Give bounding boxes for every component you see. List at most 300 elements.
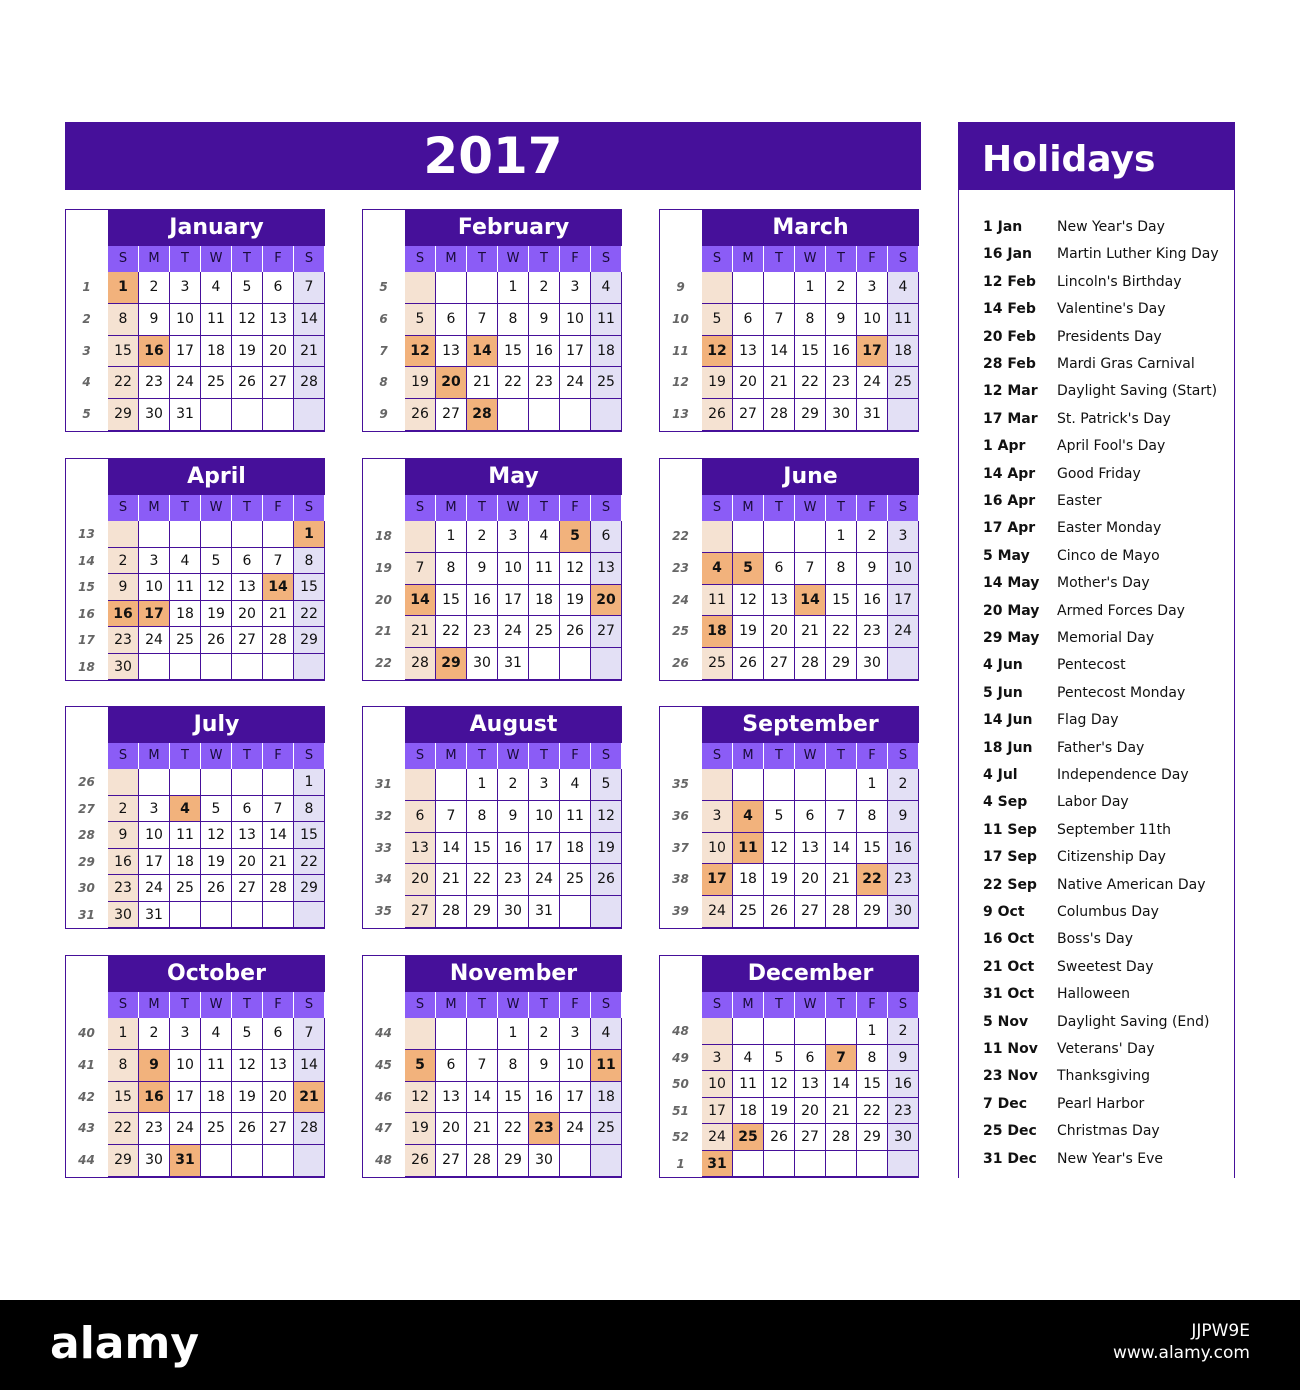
- day-cell: 10: [888, 553, 919, 585]
- holiday-day-cell: 25: [733, 1124, 764, 1151]
- day-cell: 15: [436, 585, 467, 617]
- day-cell: 27: [436, 1145, 467, 1177]
- holiday-item: [983, 601, 1185, 621]
- day-cell: 18: [733, 864, 764, 896]
- day-cell: 13: [436, 336, 467, 368]
- calendar-cell: [294, 654, 325, 681]
- calendar-cell: [591, 399, 622, 431]
- day-cell: 24: [170, 1113, 201, 1145]
- holiday-day-cell: 5: [733, 553, 764, 585]
- holiday-name: Easter: [1057, 493, 1102, 509]
- day-cell: 8: [498, 1050, 529, 1082]
- day-cell: 7: [263, 796, 294, 823]
- day-cell: 7: [795, 553, 826, 585]
- day-cell: 16: [108, 849, 139, 876]
- day-cell: 5: [232, 1018, 263, 1050]
- calendar-cell: [139, 769, 170, 796]
- calendar-cell: [139, 654, 170, 681]
- holiday-date: 17 Mar: [983, 410, 1038, 427]
- holiday-name: Native American Day: [1057, 876, 1206, 893]
- weekday-header: T: [764, 743, 795, 769]
- day-cell: 9: [888, 1045, 919, 1072]
- weekday-header: F: [263, 743, 294, 769]
- holiday-name: Good Friday: [1057, 465, 1141, 482]
- holiday-name: Mardi Gras Carnival: [1057, 356, 1195, 372]
- day-cell: 29: [108, 399, 139, 431]
- weekday-header: F: [560, 992, 591, 1018]
- day-cell: 13: [232, 574, 263, 601]
- holiday-name: Presidents Day: [1057, 328, 1162, 345]
- holiday-day-cell: 31: [702, 1151, 733, 1178]
- week-number: 3: [82, 343, 91, 358]
- weekday-header: S: [405, 495, 436, 521]
- calendar-cell: [232, 902, 263, 929]
- day-cell: 28: [263, 875, 294, 902]
- holiday-item: [983, 738, 1144, 758]
- day-cell: 19: [764, 864, 795, 896]
- day-cell: 5: [764, 1045, 795, 1072]
- holiday-name: Easter Monday: [1057, 520, 1162, 537]
- holiday-day-cell: 28: [467, 399, 498, 431]
- day-cell: 29: [467, 896, 498, 928]
- day-cell: 4: [529, 521, 560, 553]
- day-cell: 27: [436, 399, 467, 431]
- holiday-name: Daylight Saving (End): [1057, 1013, 1210, 1030]
- week-number: 51: [672, 1103, 689, 1118]
- holiday-name: Valentine's Day: [1057, 301, 1166, 318]
- day-cell: 28: [294, 367, 325, 399]
- day-cell: 27: [405, 896, 436, 928]
- day-cell: 10: [857, 304, 888, 336]
- holidays-panel: [958, 122, 1235, 1178]
- month-july: [65, 706, 325, 929]
- calendar-cell: [108, 769, 139, 796]
- day-cell: 10: [498, 553, 529, 585]
- day-cell: 23: [857, 616, 888, 648]
- day-cell: 13: [733, 336, 764, 368]
- day-cell: 6: [232, 796, 263, 823]
- calendar-cell: [201, 1145, 232, 1177]
- holiday-day-cell: 16: [139, 336, 170, 368]
- day-cell: 9: [139, 304, 170, 336]
- day-cell: 30: [108, 654, 139, 681]
- calendar-cell: [560, 896, 591, 928]
- holiday-date: 5 Jun: [983, 684, 1023, 701]
- day-cell: 11: [170, 822, 201, 849]
- week-number: 13: [78, 527, 95, 541]
- day-cell: 6: [795, 801, 826, 833]
- weekday-header: S: [294, 246, 325, 272]
- weekday-header: S: [405, 992, 436, 1018]
- week-number: 30: [78, 881, 95, 895]
- day-cell: 2: [467, 521, 498, 553]
- day-cell: 22: [498, 1113, 529, 1145]
- weekday-header: S: [108, 743, 139, 769]
- holiday-name: Pentecost: [1057, 657, 1126, 674]
- holiday-date: 14 Apr: [983, 465, 1036, 482]
- day-cell: 5: [232, 272, 263, 304]
- day-cell: 20: [405, 864, 436, 896]
- week-number: 34: [375, 872, 392, 887]
- weekday-header: S: [591, 495, 622, 521]
- month-title: October: [108, 955, 325, 992]
- calendar-cell: [263, 769, 294, 796]
- weekday-header: T: [170, 246, 201, 272]
- day-cell: 17: [560, 336, 591, 368]
- holiday-item: [983, 299, 1166, 319]
- day-cell: 23: [108, 627, 139, 654]
- holiday-date: 14 Feb: [983, 301, 1036, 318]
- weekday-header: T: [826, 495, 857, 521]
- weekday-header: F: [560, 246, 591, 272]
- day-cell: 8: [857, 1045, 888, 1072]
- holiday-name: Labor Day: [1057, 794, 1129, 811]
- calendar-cell: [529, 648, 560, 680]
- alamy-logo: alamy: [50, 1318, 199, 1369]
- day-cell: 30: [108, 902, 139, 929]
- day-cell: 14: [826, 1071, 857, 1098]
- calendar-cell: [263, 399, 294, 431]
- holiday-day-cell: 14: [467, 336, 498, 368]
- holiday-date: 16 Jan: [983, 246, 1032, 263]
- calendar-cell: [232, 654, 263, 681]
- week-number: 14: [78, 553, 95, 568]
- day-cell: 12: [405, 1082, 436, 1114]
- day-cell: 21: [263, 849, 294, 876]
- holiday-day-cell: 18: [702, 616, 733, 648]
- day-cell: 22: [467, 864, 498, 896]
- calendar-cell: [733, 521, 764, 553]
- holiday-name: April Fool's Day: [1057, 438, 1166, 455]
- day-cell: 18: [591, 336, 622, 368]
- holiday-day-cell: 23: [529, 1113, 560, 1145]
- day-cell: 11: [733, 1071, 764, 1098]
- day-cell: 7: [764, 304, 795, 336]
- week-number: 12: [672, 375, 689, 390]
- day-cell: 25: [201, 1113, 232, 1145]
- calendar-cell: [764, 272, 795, 304]
- day-cell: 7: [467, 1050, 498, 1082]
- week-number: 29: [78, 854, 95, 869]
- holiday-date: 20 May: [983, 602, 1040, 619]
- holiday-day-cell: 22: [857, 864, 888, 896]
- day-cell: 13: [263, 304, 294, 336]
- day-cell: 11: [702, 585, 733, 617]
- day-cell: 22: [294, 849, 325, 876]
- day-cell: 26: [405, 1145, 436, 1177]
- day-cell: 15: [857, 833, 888, 865]
- weekday-header: T: [170, 495, 201, 521]
- holiday-day-cell: 14: [795, 585, 826, 617]
- weekday-header: F: [263, 992, 294, 1018]
- day-cell: 4: [560, 769, 591, 801]
- weekday-header: F: [263, 246, 294, 272]
- day-cell: 15: [498, 336, 529, 368]
- day-cell: 12: [764, 1071, 795, 1098]
- month-november: [362, 955, 622, 1178]
- week-number: 23: [672, 560, 689, 575]
- holiday-day-cell: 14: [405, 585, 436, 617]
- weekday-header: S: [294, 495, 325, 521]
- weekday-header: F: [857, 992, 888, 1018]
- weekday-header: S: [294, 743, 325, 769]
- day-cell: 3: [560, 1018, 591, 1050]
- day-cell: 10: [139, 574, 170, 601]
- day-cell: 12: [764, 833, 795, 865]
- day-cell: 18: [170, 849, 201, 876]
- day-cell: 30: [467, 648, 498, 680]
- holiday-name: Lincoln's Birthday: [1057, 273, 1182, 290]
- holiday-day-cell: 16: [139, 1082, 170, 1114]
- weekday-header: W: [498, 495, 529, 521]
- week-number: 26: [672, 656, 689, 671]
- weekday-header: T: [232, 992, 263, 1018]
- day-cell: 19: [733, 616, 764, 648]
- weekday-header: S: [888, 495, 919, 521]
- day-cell: 17: [170, 1082, 201, 1114]
- day-cell: 30: [498, 896, 529, 928]
- day-cell: 18: [201, 336, 232, 368]
- day-cell: 22: [108, 367, 139, 399]
- holiday-date: 4 Jul: [983, 767, 1018, 783]
- day-cell: 21: [795, 616, 826, 648]
- holiday-day-cell: 14: [263, 574, 294, 601]
- day-cell: 15: [498, 1082, 529, 1114]
- day-cell: 13: [405, 833, 436, 865]
- calendar-cell: [591, 896, 622, 928]
- month-title: July: [108, 706, 325, 743]
- day-cell: 1: [108, 1018, 139, 1050]
- holiday-date: 29 May: [983, 630, 1040, 646]
- day-cell: 9: [857, 553, 888, 585]
- day-cell: 15: [294, 822, 325, 849]
- holiday-name: Columbus Day: [1057, 904, 1159, 920]
- weekday-header: S: [702, 743, 733, 769]
- day-cell: 25: [170, 875, 201, 902]
- calendar-cell: [201, 902, 232, 929]
- day-cell: 1: [826, 521, 857, 553]
- day-cell: 22: [436, 616, 467, 648]
- holiday-name: Christmas Day: [1057, 1123, 1160, 1140]
- day-cell: 2: [108, 548, 139, 575]
- day-cell: 9: [108, 574, 139, 601]
- calendar-cell: [702, 1018, 733, 1045]
- weekday-header: S: [888, 992, 919, 1018]
- holiday-item: [983, 436, 1165, 456]
- week-number: 26: [78, 775, 95, 789]
- day-cell: 21: [436, 864, 467, 896]
- holiday-name: Pearl Harbor: [1057, 1095, 1145, 1112]
- weekday-header: W: [795, 246, 826, 272]
- day-cell: 3: [857, 272, 888, 304]
- day-cell: 26: [232, 1113, 263, 1145]
- weekday-header: T: [764, 495, 795, 521]
- day-cell: 10: [560, 1050, 591, 1082]
- day-cell: 14: [263, 822, 294, 849]
- day-cell: 13: [795, 833, 826, 865]
- day-cell: 23: [139, 367, 170, 399]
- calendar-cell: [591, 1145, 622, 1177]
- weekday-header: F: [857, 246, 888, 272]
- weekday-header: S: [108, 246, 139, 272]
- week-number: 5: [379, 280, 388, 294]
- week-number: 38: [672, 872, 689, 887]
- weekday-header: M: [139, 743, 170, 769]
- calendar-cell: [263, 1145, 294, 1177]
- week-number: 17: [78, 633, 95, 647]
- holiday-name: Flag Day: [1057, 712, 1119, 729]
- week-number: 10: [672, 311, 689, 326]
- day-cell: 26: [764, 1124, 795, 1151]
- holiday-date: 16 Oct: [983, 931, 1035, 948]
- holiday-day-cell: 16: [108, 601, 139, 628]
- holiday-name: September 11th: [1057, 821, 1172, 838]
- holiday-item: [983, 573, 1150, 593]
- day-cell: 28: [405, 648, 436, 680]
- weekday-header: S: [702, 495, 733, 521]
- holiday-item: [983, 847, 1166, 867]
- week-number: 31: [78, 907, 95, 922]
- day-cell: 16: [529, 1082, 560, 1114]
- day-cell: 4: [733, 1045, 764, 1072]
- week-number: 5: [82, 407, 91, 422]
- day-cell: 9: [529, 304, 560, 336]
- weekday-header: M: [139, 246, 170, 272]
- week-number: 33: [375, 840, 392, 855]
- weekday-header: M: [733, 992, 764, 1018]
- day-cell: 30: [139, 1145, 170, 1177]
- day-cell: 6: [436, 1050, 467, 1082]
- day-cell: 2: [888, 769, 919, 801]
- day-cell: 20: [263, 336, 294, 368]
- weekday-header: W: [498, 246, 529, 272]
- weekday-header: S: [888, 743, 919, 769]
- month-may: [362, 458, 622, 681]
- day-cell: 2: [139, 272, 170, 304]
- weekday-header: M: [139, 992, 170, 1018]
- weekday-header: T: [826, 992, 857, 1018]
- day-cell: 6: [733, 304, 764, 336]
- day-cell: 3: [498, 521, 529, 553]
- day-cell: 8: [795, 304, 826, 336]
- day-cell: 28: [294, 1113, 325, 1145]
- holiday-item: [983, 1094, 1144, 1114]
- calendar-cell: [733, 1018, 764, 1045]
- holiday-item: [983, 546, 1160, 566]
- day-cell: 20: [436, 1113, 467, 1145]
- holiday-name: Boss's Day: [1057, 931, 1133, 948]
- calendar-cell: [795, 521, 826, 553]
- day-cell: 18: [733, 1098, 764, 1125]
- calendar-cell: [467, 272, 498, 304]
- weekday-header: W: [201, 992, 232, 1018]
- weekday-header: T: [467, 495, 498, 521]
- weekday-header: W: [498, 992, 529, 1018]
- week-number: 48: [672, 1024, 689, 1038]
- day-cell: 7: [405, 553, 436, 585]
- calendar-cell: [232, 399, 263, 431]
- day-cell: 29: [294, 627, 325, 654]
- day-cell: 24: [529, 864, 560, 896]
- holiday-name: New Year's Eve: [1057, 1150, 1163, 1167]
- weekday-header: F: [560, 743, 591, 769]
- day-cell: 20: [263, 1082, 294, 1114]
- calendar-cell: [436, 272, 467, 304]
- holiday-date: 22 Sep: [983, 876, 1037, 893]
- month-december: [659, 955, 919, 1178]
- day-cell: 3: [529, 769, 560, 801]
- day-cell: 28: [263, 627, 294, 654]
- calendar-cell: [826, 1151, 857, 1178]
- day-cell: 28: [826, 1124, 857, 1151]
- day-cell: 23: [826, 367, 857, 399]
- holiday-date: 1 Apr: [983, 438, 1026, 455]
- day-cell: 17: [529, 833, 560, 865]
- day-cell: 24: [498, 616, 529, 648]
- day-cell: 21: [764, 367, 795, 399]
- day-cell: 15: [108, 1082, 139, 1114]
- calendar-cell: [294, 1145, 325, 1177]
- month-title: November: [405, 955, 622, 992]
- holiday-name: Sweetest Day: [1057, 958, 1154, 975]
- day-cell: 3: [560, 272, 591, 304]
- calendar-cell: [263, 902, 294, 929]
- day-cell: 23: [139, 1113, 170, 1145]
- week-number: 2: [82, 311, 91, 326]
- day-cell: 22: [108, 1113, 139, 1145]
- day-cell: 15: [294, 574, 325, 601]
- week-number: 7: [379, 343, 388, 358]
- holiday-day-cell: 4: [170, 796, 201, 823]
- weekday-header: T: [467, 992, 498, 1018]
- day-cell: 13: [795, 1071, 826, 1098]
- week-number: 19: [375, 560, 392, 575]
- holiday-date: 23 Nov: [983, 1068, 1038, 1085]
- calendar-cell: [405, 272, 436, 304]
- day-cell: 25: [201, 367, 232, 399]
- holiday-item: [983, 820, 1171, 840]
- week-number: 22: [375, 656, 392, 671]
- calendar-cell: [888, 648, 919, 680]
- day-cell: 1: [467, 769, 498, 801]
- day-cell: 2: [826, 272, 857, 304]
- day-cell: 9: [529, 1050, 560, 1082]
- week-number: 48: [375, 1153, 392, 1168]
- day-cell: 23: [888, 864, 919, 896]
- day-cell: 8: [857, 801, 888, 833]
- holiday-item: [983, 327, 1162, 347]
- day-cell: 20: [232, 849, 263, 876]
- day-cell: 16: [529, 336, 560, 368]
- day-cell: 2: [498, 769, 529, 801]
- weekday-header: M: [733, 743, 764, 769]
- holiday-item: [983, 710, 1119, 730]
- holiday-item: [983, 244, 1219, 264]
- day-cell: 2: [857, 521, 888, 553]
- holiday-day-cell: 12: [405, 336, 436, 368]
- holiday-item: [983, 683, 1185, 703]
- day-cell: 7: [467, 304, 498, 336]
- day-cell: 18: [201, 1082, 232, 1114]
- day-cell: 29: [857, 896, 888, 928]
- day-cell: 29: [857, 1124, 888, 1151]
- week-number: 35: [672, 777, 689, 791]
- day-cell: 26: [764, 896, 795, 928]
- holidays-title: Holidays: [959, 122, 1234, 190]
- day-cell: 6: [795, 1045, 826, 1072]
- holiday-item: [983, 464, 1141, 484]
- day-cell: 21: [826, 864, 857, 896]
